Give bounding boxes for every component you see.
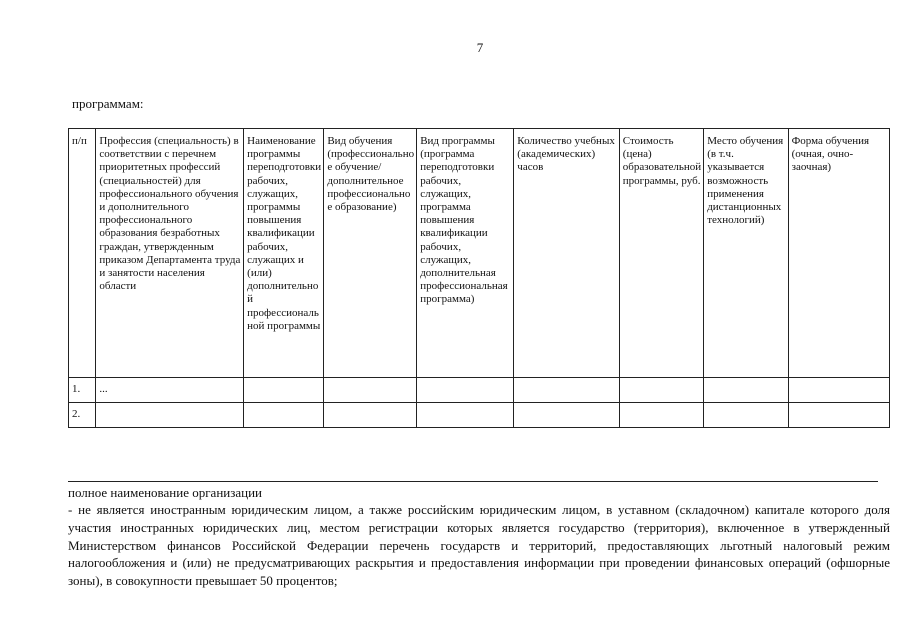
table-cell: 1. bbox=[69, 378, 96, 403]
table-cell: 2. bbox=[69, 403, 96, 428]
table-cell bbox=[324, 378, 417, 403]
table-cell bbox=[704, 403, 788, 428]
table-cell: ... bbox=[96, 378, 244, 403]
offshore-declaration-text: - не является иностранным юридическим лицом, а также российским юридическим лицом, в уставном (складочном) капитале которого доля участия иностранных юридических лиц, местом регистрации которых является государство (территория), включенное в утвержденный Министерством финансов Российской Федерации перечень государств и территорий, предоставляющих льготный налоговый режим налогообложения и (или) не предусматривающих раскрытия и предоставления информации при проведении финансовых операций (офшорные зоны), в совокупности превышает 50 процентов; bbox=[68, 502, 890, 589]
organization-name-line bbox=[68, 481, 878, 482]
header-program-type: Вид программы (программа переподготовки рабочих, служащих, программа повышения квалификации рабочих, служащих, дополнительная профессиональная программа) bbox=[417, 129, 514, 378]
table-cell bbox=[514, 403, 620, 428]
page-number: 7 bbox=[476, 40, 484, 55]
table-cell bbox=[788, 378, 889, 403]
header-profession: Профессия (специальность) в соответствии с перечнем приоритетных профессий (специальностей) для профессионального обучения и дополнительного профессионального образования безработных граждан, утвержденным приказом Департамента труда и занятости населения области bbox=[96, 129, 244, 378]
programs-table bbox=[68, 128, 890, 428]
table-cell bbox=[244, 378, 324, 403]
table-row bbox=[69, 378, 890, 403]
table-header-row bbox=[69, 129, 890, 378]
table-cell bbox=[704, 378, 788, 403]
header-program-name: Наименование программы переподготовки рабочих, служащих, программы повышения квалификации рабочих, служащих и (или) дополнительной профессиональной программы bbox=[244, 129, 324, 378]
table-cell bbox=[619, 378, 703, 403]
table-cell bbox=[788, 403, 889, 428]
table-cell bbox=[619, 403, 703, 428]
header-form: Форма обучения (очная, очно-заочная) bbox=[788, 129, 889, 378]
table-row bbox=[69, 403, 890, 428]
table-cell bbox=[514, 378, 620, 403]
header-hours: Количество учебных (академических) часов bbox=[514, 129, 620, 378]
table-cell bbox=[96, 403, 244, 428]
header-cost: Стоимость (цена) образовательной программы, руб. bbox=[619, 129, 703, 378]
header-place: Место обучения (в т.ч. указывается возможность применения дистанционных технологий) bbox=[704, 129, 788, 378]
table-cell bbox=[324, 403, 417, 428]
header-number: п/п bbox=[69, 129, 96, 378]
intro-text: программам: bbox=[72, 96, 144, 111]
table-cell bbox=[244, 403, 324, 428]
table-cell bbox=[417, 403, 514, 428]
table-cell bbox=[417, 378, 514, 403]
header-training-type: Вид обучения (профессиональное обучение/дополнительное профессиональное образование) bbox=[324, 129, 417, 378]
organization-name-caption: полное наименование организации bbox=[68, 485, 263, 500]
